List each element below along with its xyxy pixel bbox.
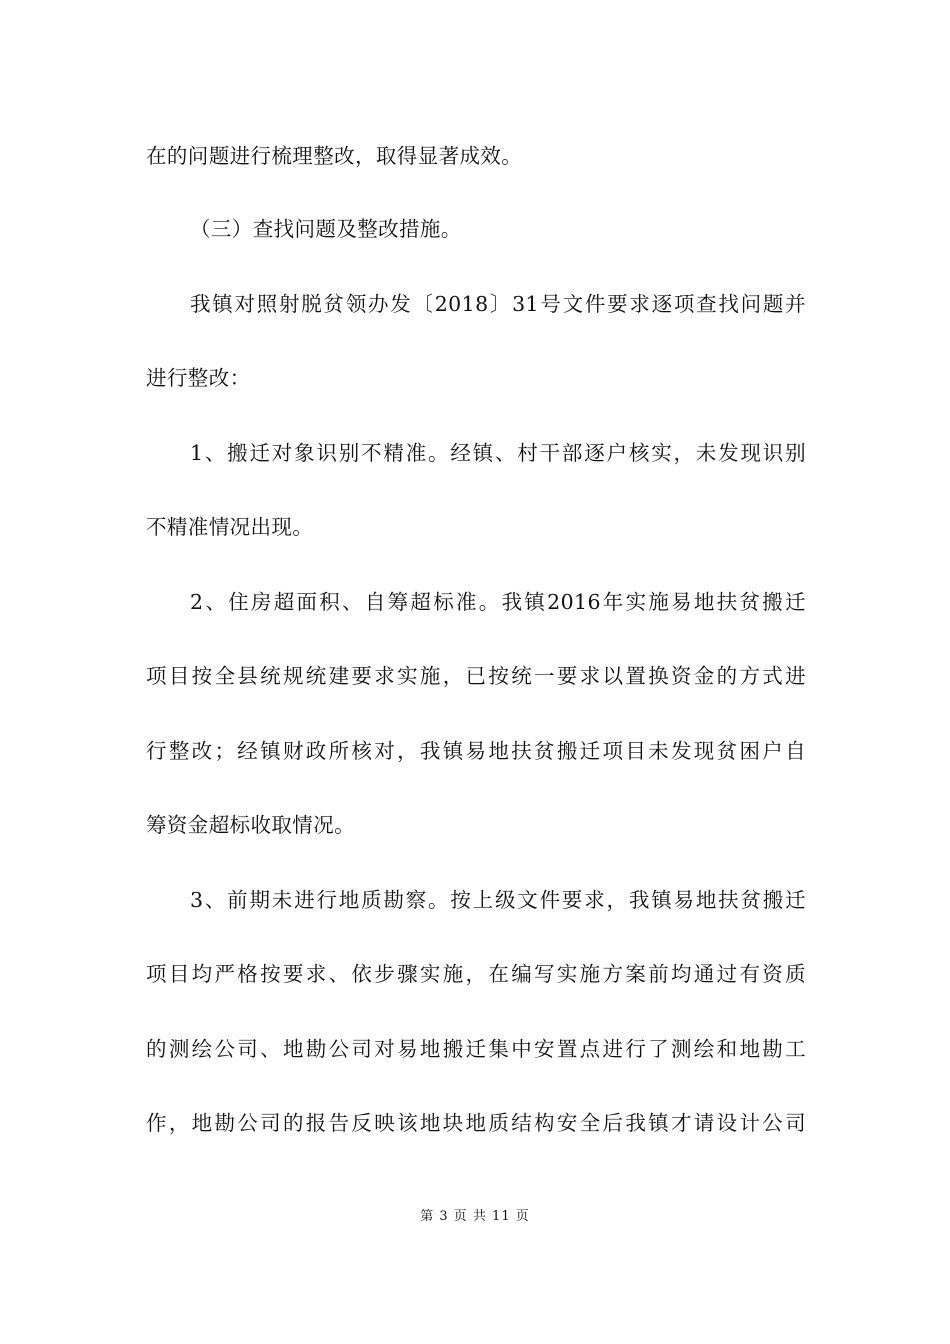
text-line-9: 行整改；经镇财政所核对，我镇易地扶贫搬迁项目未发现贫困户自 [146,739,806,763]
text-line-14: 作，地勘公司的报告反映该地块地质结构安全后我镇才请设计公司 [146,1111,806,1135]
text-line-1: 在的问题进行梳理整改，取得显著成效。 [146,144,523,168]
text-line-8: 项目按全县统规统建要求实施，已按统一要求以置换资金的方式进 [146,664,806,688]
section-heading-3: （三）查找问题及整改措施。 [190,217,462,241]
page-number-footer: 第 3 页 共 11 页 [420,1209,530,1224]
text-line-11: 3、前期未进行地质勘察。按上级文件要求，我镇易地扶贫搬迁 [190,888,806,912]
text-line-5: 1、搬迁对象识别不精准。经镇、村干部逐户核实，未发现识别 [190,441,806,465]
text-line-12: 项目均严格按要求、依步骤实施，在编写实施方案前均通过有资质 [146,962,806,986]
text-line-7: 2、住房超面积、自筹超标准。我镇2016年实施易地扶贫搬迁 [190,590,806,614]
text-line-4: 进行整改： [146,366,251,390]
text-line-3: 我镇对照射脱贫领办发〔2018〕31号文件要求逐项查找问题并 [190,292,806,316]
text-line-6: 不精准情况出现。 [146,515,314,539]
text-line-10: 筹资金超标收取情况。 [146,813,355,837]
text-line-13: 的测绘公司、地勘公司对易地搬迁集中安置点进行了测绘和地勘工 [146,1037,806,1061]
